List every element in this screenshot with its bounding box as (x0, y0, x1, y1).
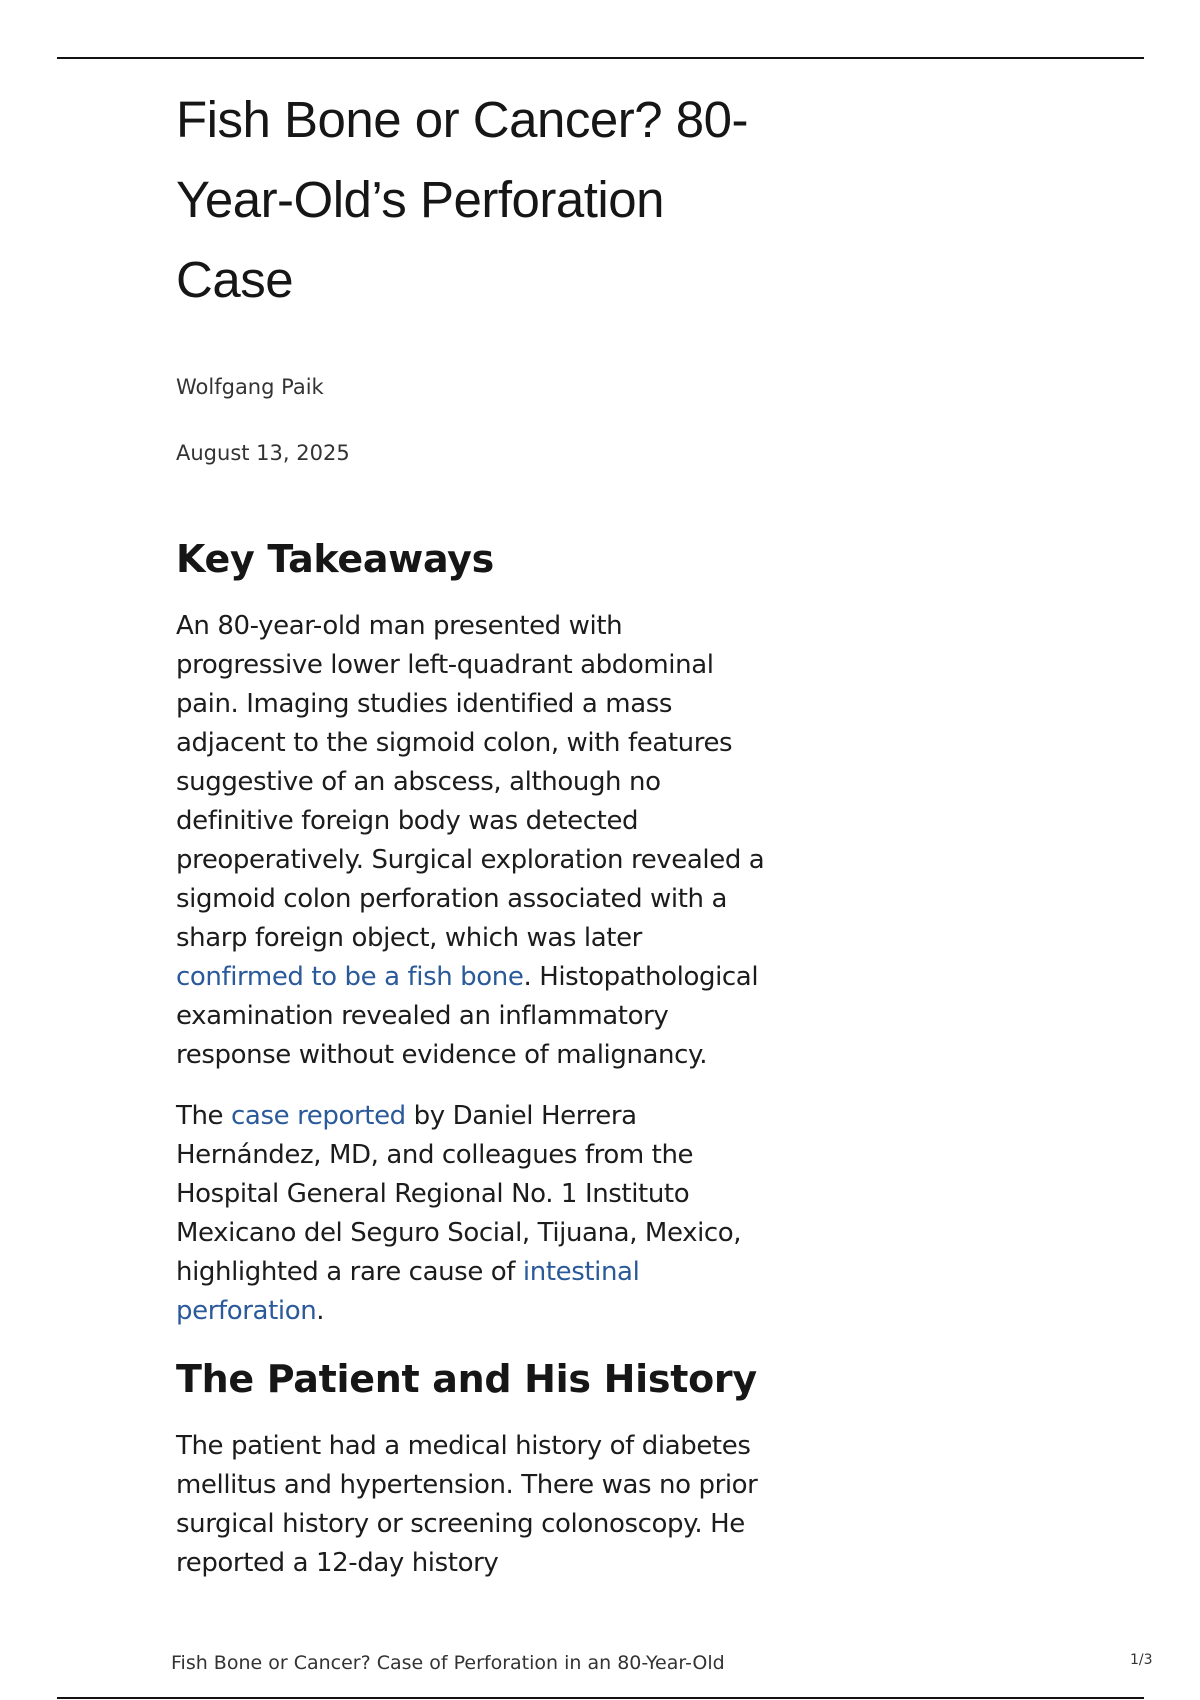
author-name: Wolfgang Paik (176, 375, 324, 399)
patient-history-paragraph-1: The patient had a medical history of diabetes mellitus and hypertension. There was no prior surgical history or screening colonoscopy. He reported a 12-day history (176, 1431, 758, 1578)
case-reported-link[interactable]: case reported (231, 1101, 406, 1131)
patient-history-heading: The Patient and His History (176, 1357, 757, 1401)
intestinal-perforation-link[interactable]: intestinal perforation (176, 1257, 640, 1326)
paragraph-text: . Histopathological examination revealed an inflammatory response without evidence of malignancy. (176, 962, 759, 1070)
page-number: 1/3 (1130, 1652, 1153, 1668)
paragraph-text: by Daniel Herrera Hernández, MD, and colleagues from the Hospital General Regional No. 1 Instituto Mexicano del Seguro Social, Tijuana, Mexico, highlighted a rare cause of (176, 1101, 742, 1287)
fish-bone-link[interactable]: confirmed to be a fish bone (176, 962, 524, 992)
key-takeaways-paragraph-2 (176, 1097, 776, 1331)
key-takeaways-heading: Key Takeaways (176, 537, 494, 581)
key-takeaways-paragraph-1 (176, 607, 776, 1075)
bottom-rule (57, 1697, 1144, 1699)
top-rule (57, 57, 1144, 59)
page-title: Fish Bone or Cancer? 80-Year-Old’s Perforation Case (176, 91, 748, 308)
footer-title: Fish Bone or Cancer? Case of Perforation in an 80-Year-Old (171, 1652, 725, 1674)
paragraph-text: The (176, 1101, 232, 1131)
publish-date: August 13, 2025 (176, 441, 350, 465)
paragraph-text: . (316, 1296, 325, 1326)
paragraph-text: An 80-year-old man presented with progressive lower left-quadrant abdominal pain. Imaging studies identified a mass adjacent to the sigmoid colon, with features suggestive of an abscess, although no definitive foreign body was detected preoperatively. Surgical exploration revealed a sigmoid colon perforation associated with a sharp foreign object, which was later (176, 611, 765, 953)
article-body (176, 80, 776, 1583)
